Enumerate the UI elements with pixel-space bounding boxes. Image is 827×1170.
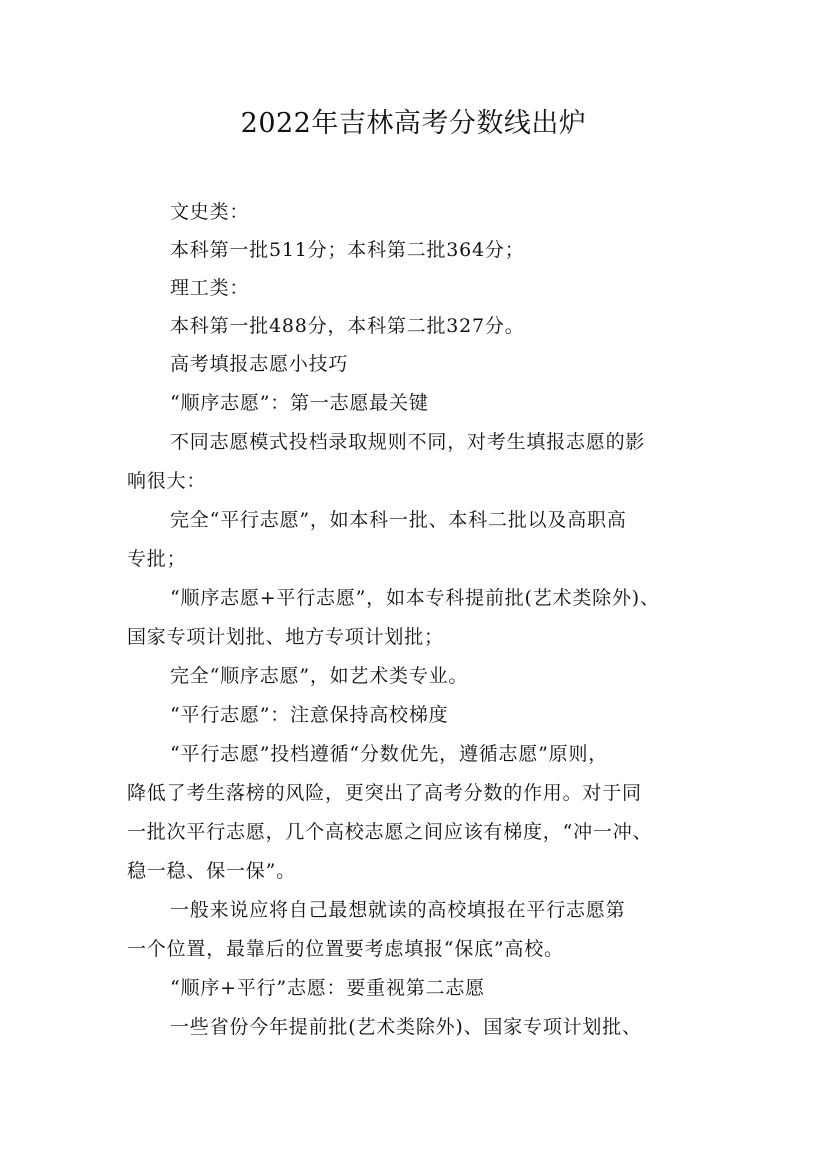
paragraph-line: 本科第一批488分，本科第二批327分。 (170, 315, 525, 337)
paragraph-line: 完全“顺序志愿”，如艺术类专业。 (170, 665, 469, 687)
paragraph-line: “顺序志愿”：第一志愿最关键 (170, 392, 429, 414)
paragraph-line: “平行志愿”投档遵循“分数优先，遵循志愿”原则， (170, 743, 609, 765)
paragraph-line: 理工类： (170, 277, 250, 299)
document-title: 2022年吉林高考分数线出炉 (240, 108, 587, 139)
paragraph-line: 一个位置，最靠后的位置要考虑填报“保底”高校。 (127, 938, 564, 960)
paragraph-line: 本科第一批511分；本科第二批364分； (170, 239, 525, 261)
paragraph-line: 不同志愿模式投档录取规则不同，对考生填报志愿的影 (170, 431, 646, 453)
paragraph-line: 一般来说应将自己最想就读的高校填报在平行志愿第 (170, 899, 626, 921)
paragraph-line: “顺序志愿+平行志愿”，如本专科提前批(艺术类除外)、 (170, 587, 660, 609)
paragraph-line: 响很大： (127, 470, 207, 492)
paragraph-line: 文史类： (170, 201, 250, 223)
paragraph-line: 一批次平行志愿，几个高校志愿之间应该有梯度，“冲一冲、 (127, 821, 653, 843)
paragraph-line: “顺序+平行”志愿：要重视第二志愿 (170, 977, 485, 999)
paragraph-line: 高考填报志愿小技巧 (170, 353, 349, 375)
paragraph-line: 降低了考生落榜的风险，更突出了高考分数的作用。对于同 (127, 782, 642, 804)
paragraph-line: 稳一稳、保一保”。 (127, 860, 296, 882)
paragraph-line: “平行志愿”：注意保持高校梯度 (170, 704, 449, 726)
paragraph-line: 专批； (127, 548, 187, 570)
paragraph-line: 国家专项计划批、地方专项计划批； (127, 626, 444, 648)
paragraph-line: 一些省份今年提前批(艺术类除外)、国家专项计划批、 (170, 1016, 642, 1038)
paragraph-line: 完全“平行志愿”，如本科一批、本科二批以及高职高 (170, 509, 627, 531)
